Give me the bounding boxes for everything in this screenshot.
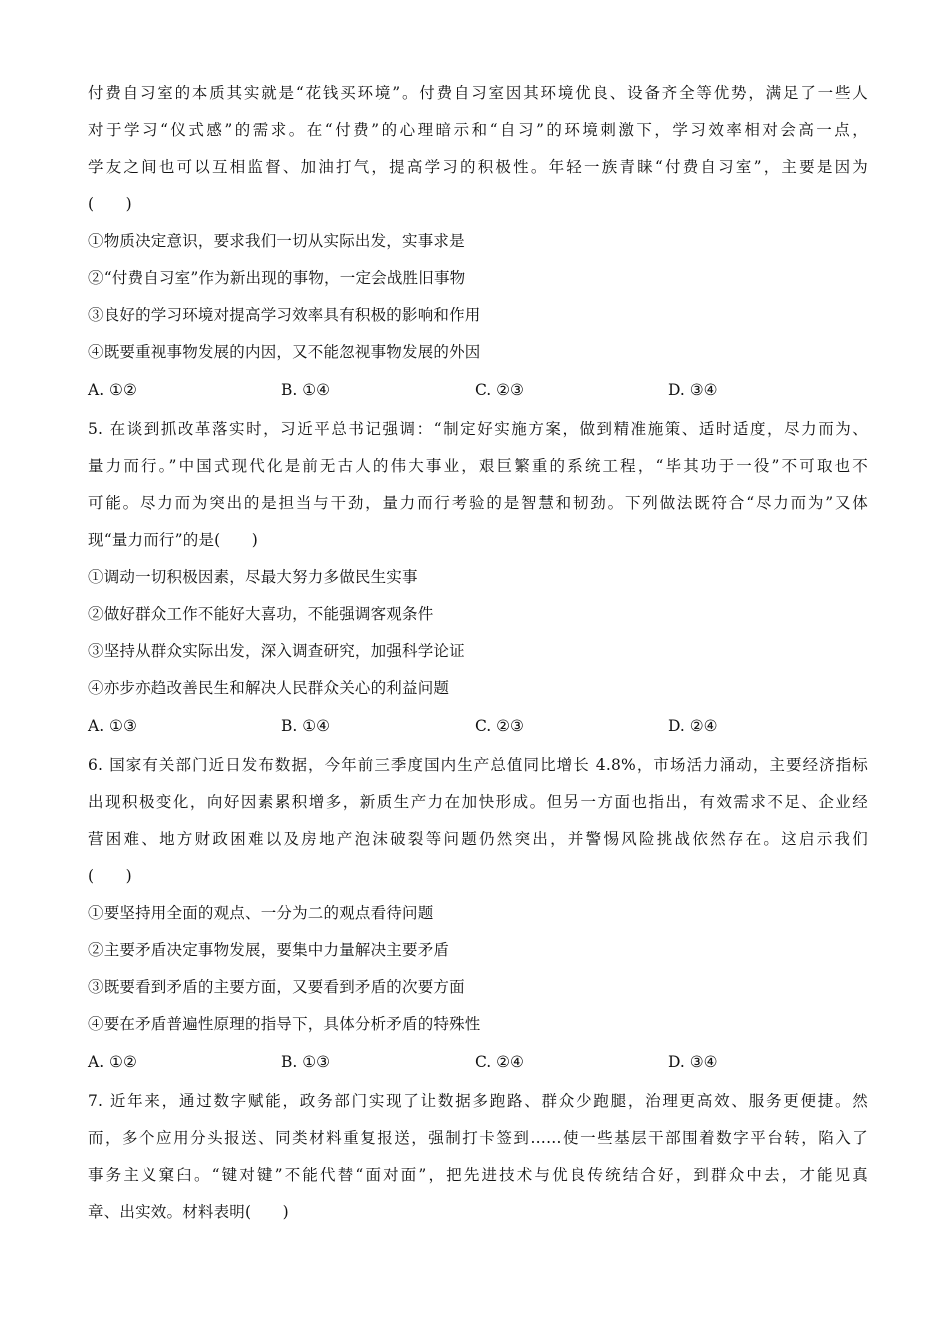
q7-stem-line-3: 事务主义窠臼。“键对键”不能代替“面对面”，把先进技术与优良传统结合好，到群众中去，才能见真 [88, 1166, 868, 1184]
q4-option-a: A. ①② [88, 381, 137, 399]
q5-option-d: D. ②④ [668, 717, 718, 735]
q4-answer-blank: ( ) [88, 195, 132, 213]
q5-stem-line-2: 量力而行。”中国式现代化是前无古人的伟大事业，艰巨繁重的系统工程，“毕其功于一役”不可取也不 [88, 457, 868, 475]
q5-option-b: B. ①④ [281, 717, 331, 735]
q6-statement-4: ④要在矛盾普遍性原理的指导下，具体分析矛盾的特殊性 [88, 1015, 481, 1033]
q6-stem-line-1: 6. 国家有关部门近日发布数据，今年前三季度国内生产总值同比增长 4.8%，市场活力涌动，主要经济指标 [88, 756, 868, 774]
q4-statement-2: ②“付费自习室”作为新出现的事物，一定会战胜旧事物 [88, 269, 466, 287]
q4-option-b: B. ①④ [281, 381, 331, 399]
q6-stem-line-3: 营困难、地方财政困难以及房地产泡沫破裂等问题仍然突出，并警惕风险挑战依然存在。这启示我们 [88, 830, 868, 848]
q6-answer-blank: ( ) [88, 867, 132, 885]
q6-option-a: A. ①② [88, 1053, 137, 1071]
q4-statement-1: ①物质决定意识，要求我们一切从实际出发，实事求是 [88, 232, 465, 250]
q4-stem-line-2: 对于学习“仪式感”的需求。在“付费”的心理暗示和“自习”的环境刺激下，学习效率相对会高一点， [88, 121, 868, 139]
q6-statement-1: ①要坚持用全面的观点、一分为二的观点看待问题 [88, 904, 434, 922]
q5-option-a: A. ①③ [88, 717, 137, 735]
q4-option-d: D. ③④ [668, 381, 718, 399]
q5-statement-3: ③坚持从群众实际出发，深入调查研究，加强科学论证 [88, 642, 465, 660]
q5-statement-1: ①调动一切积极因素，尽最大努力多做民生实事 [88, 568, 418, 586]
q6-option-c: C. ②④ [475, 1053, 524, 1071]
q4-stem-line-3: 学友之间也可以互相监督、加油打气，提高学习的积极性。年轻一族青睐“付费自习室”，主要是因为 [88, 158, 868, 176]
q5-stem-line-4: 现“量力而行”的是( ) [88, 531, 259, 549]
q4-stem-line-1: 付费自习室的本质其实就是“花钱买环境”。付费自习室因其环境优良、设备齐全等优势，满足了一些人 [88, 84, 868, 102]
q4-statement-3: ③良好的学习环境对提高学习效率具有积极的影响和作用 [88, 306, 481, 324]
q6-stem-line-2: 出现积极变化，向好因素累积增多，新质生产力在加快形成。但另一方面也指出，有效需求不足、企业经 [88, 793, 868, 811]
q5-statement-4: ④亦步亦趋改善民生和解决人民群众关心的利益问题 [88, 679, 450, 697]
q7-stem-line-2: 而，多个应用分头报送、同类材料重复报送，强制打卡签到……使一些基层干部围着数字平台转，陷入了 [88, 1129, 868, 1147]
q5-statement-2: ②做好群众工作不能好大喜功，不能强调客观条件 [88, 605, 434, 623]
q7-stem-line-1: 7. 近年来，通过数字赋能，政务部门实现了让数据多跑路、群众少跑腿，治理更高效、服务更便捷。然 [88, 1092, 868, 1110]
q5-option-c: C. ②③ [475, 717, 524, 735]
q4-statement-4: ④既要重视事物发展的内因，又不能忽视事物发展的外因 [88, 343, 481, 361]
q6-option-d: D. ③④ [668, 1053, 718, 1071]
q7-stem-line-4: 章、出实效。材料表明( ) [88, 1203, 289, 1221]
q5-stem-line-1: 5. 在谈到抓改革落实时，习近平总书记强调：“制定好实施方案，做到精准施策、适时适度，尽力而为、 [88, 420, 868, 438]
q6-option-b: B. ①③ [281, 1053, 331, 1071]
q4-option-c: C. ②③ [475, 381, 524, 399]
q6-statement-2: ②主要矛盾决定事物发展，要集中力量解决主要矛盾 [88, 941, 450, 959]
q6-statement-3: ③既要看到矛盾的主要方面，又要看到矛盾的次要方面 [88, 978, 465, 996]
q5-stem-line-3: 可能。尽力而为突出的是担当与干劲，量力而行考验的是智慧和韧劲。下列做法既符合“尽力而为”又体 [88, 494, 868, 512]
